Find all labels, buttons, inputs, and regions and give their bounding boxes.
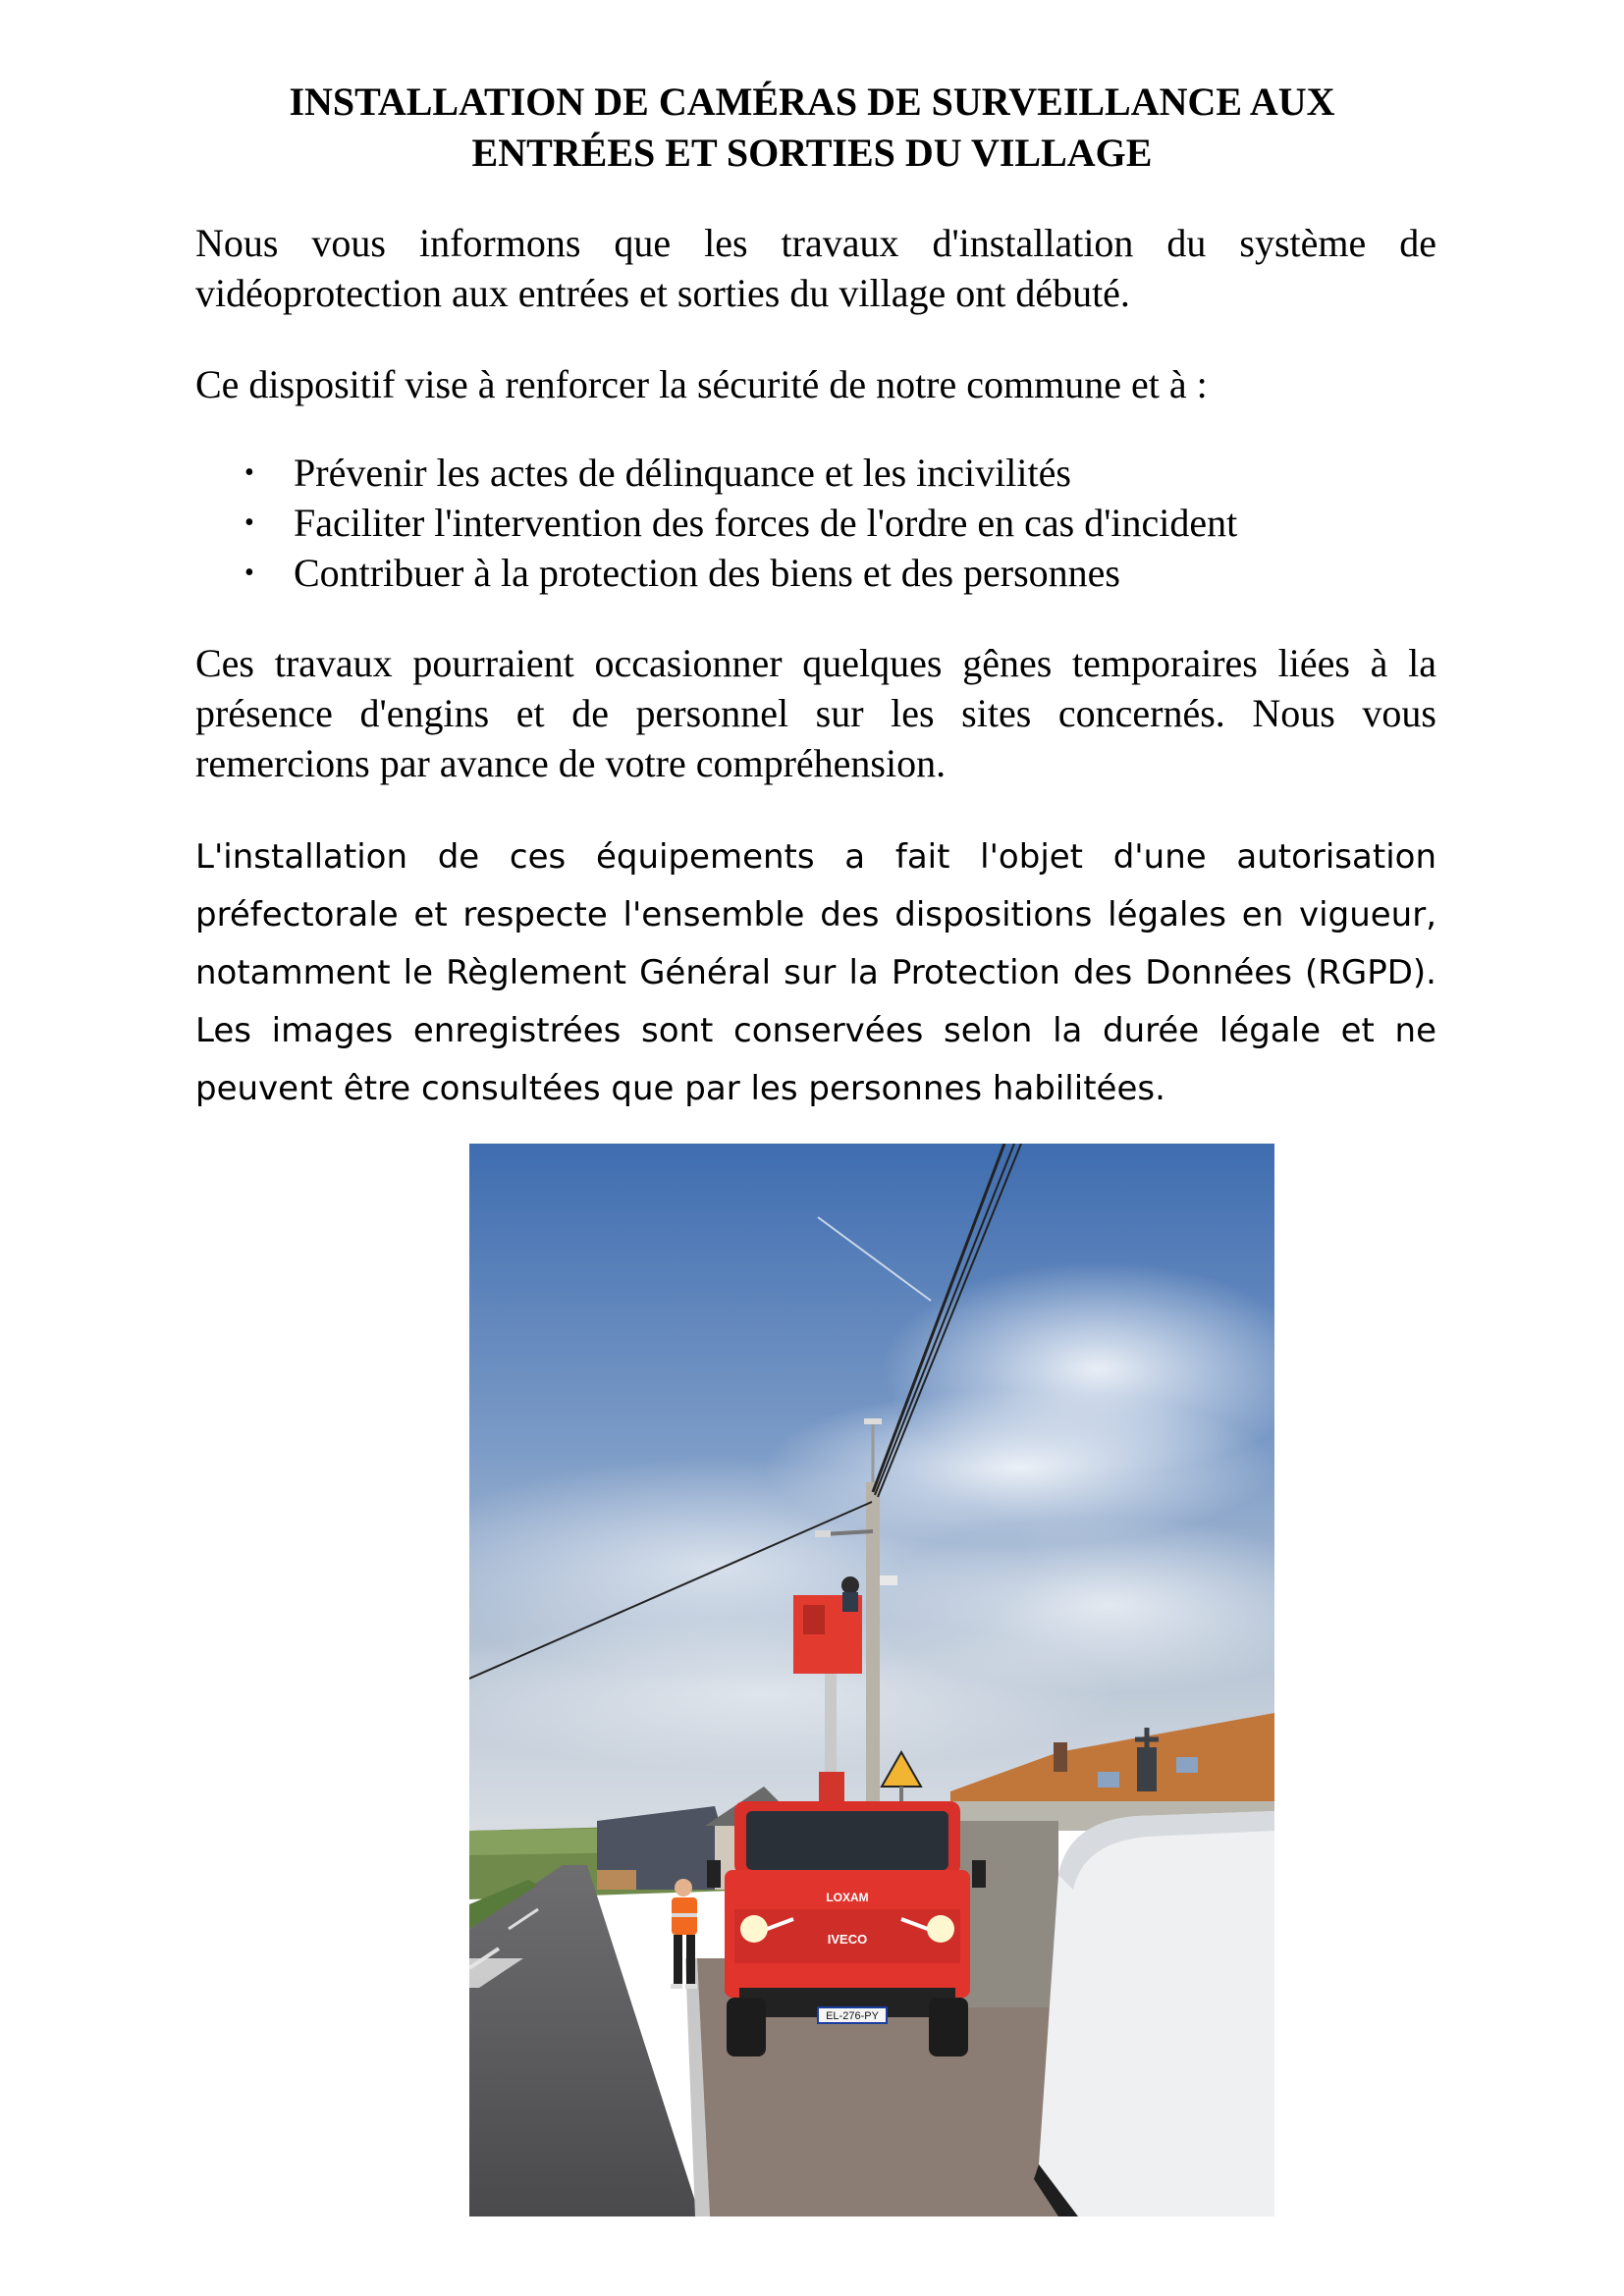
objectives-list: [195, 448, 1436, 598]
list-item: [195, 548, 1436, 598]
purpose-paragraph: Ce dispositif vise à renforcer la sécurité de notre commune et à :: [195, 362, 1208, 406]
list-item: [195, 498, 1436, 548]
bullet-icon: •: [244, 457, 254, 488]
bullet-icon: •: [244, 507, 254, 538]
installation-photo: [469, 1144, 1274, 2216]
road: [469, 1865, 700, 2216]
bullet-icon: •: [244, 558, 254, 588]
truck-model-label: IVECO: [827, 1932, 868, 1947]
legal-paragraph: L'installation de ces équipements a fait l'objet d'une autorisation préfectorale et respecte l'ensemble des dispositions légales en vigueur, notamment le Règlement Général sur la Protection des Données (RGPD). Les images enregistrées sont conservées selon la durée légale et ne peuvent être consultées que par les personnes habilitées.: [195, 837, 1436, 1108]
worker: [671, 1879, 697, 1989]
title-line-2: ENTRÉES ET SORTIES DU VILLAGE: [471, 131, 1153, 175]
list-item: [195, 448, 1436, 498]
camera: [880, 1575, 897, 1585]
page-title: [147, 77, 1477, 179]
list-item-text: Prévenir les actes de délinquance et les incivilités: [294, 451, 1071, 495]
license-plate: EL-276-PY: [826, 2010, 879, 2022]
truck-brand-label: LOXAM: [826, 1891, 869, 1904]
title-line-1: INSTALLATION DE CAMÉRAS DE SURVEILLANCE AUX: [289, 80, 1335, 124]
list-item-text: Contribuer à la protection des biens et des personnes: [294, 551, 1120, 595]
list-item-text: Faciliter l'intervention des forces de l'ordre en cas d'incident: [294, 501, 1238, 545]
notice-paragraph: Ces travaux pourraient occasionner quelques gênes temporaires liées à la présence d'engins et de personnel sur les sites concernés. Nous vous remercions par avance de votre compréhension.: [195, 641, 1436, 785]
intro-paragraph: Nous vous informons que les travaux d'installation du système de vidéoprotection aux entrées et sorties du village ont débuté.: [195, 221, 1436, 315]
